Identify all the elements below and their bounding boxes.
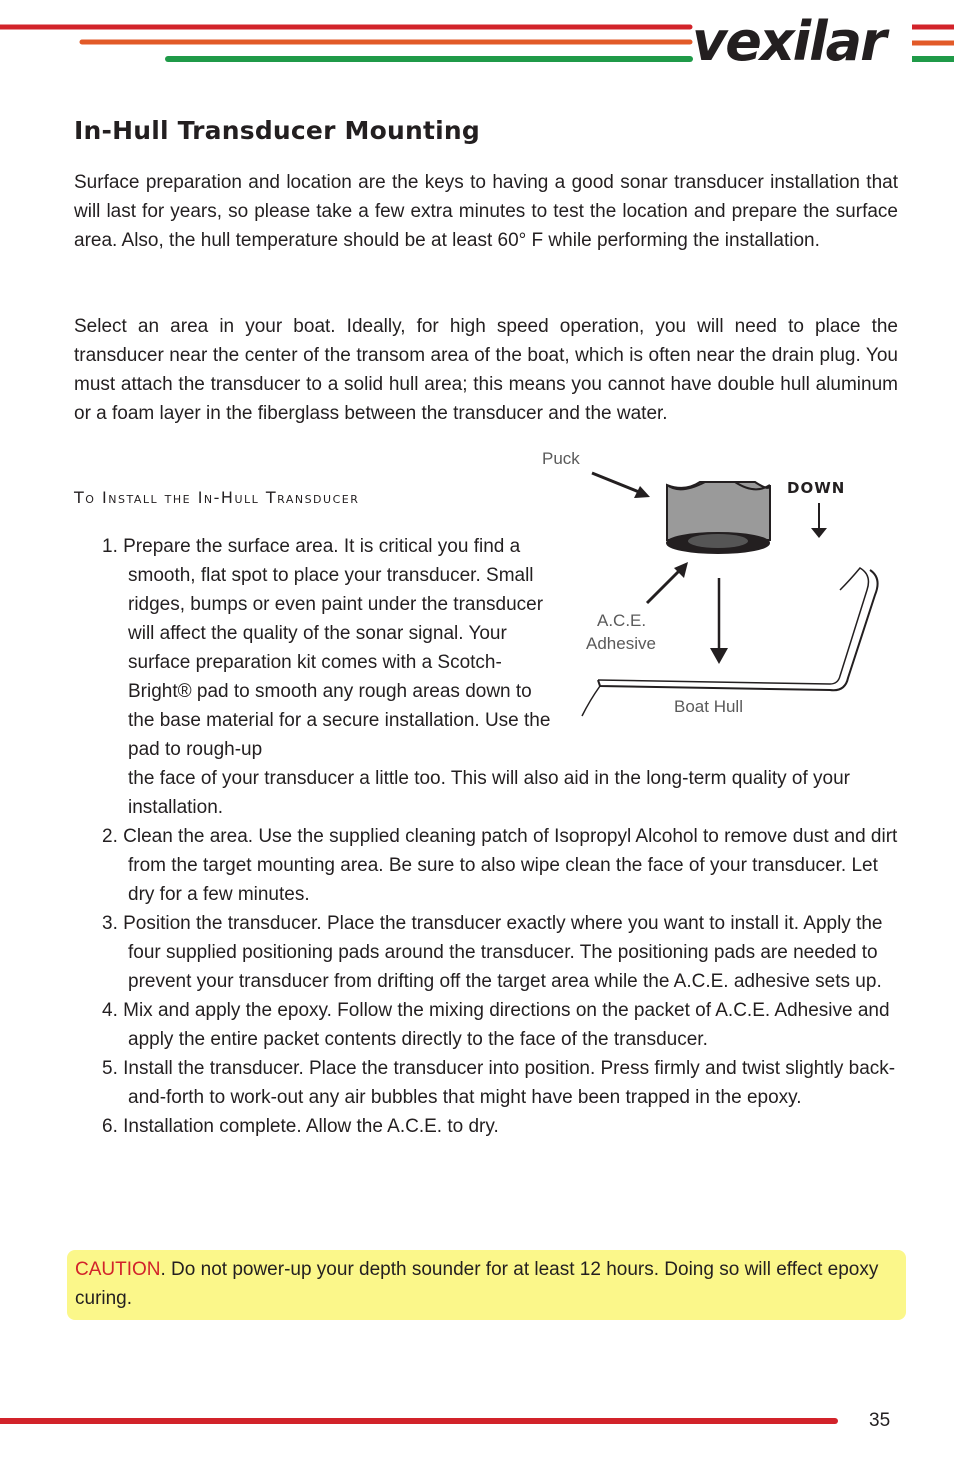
page-number: 35: [869, 1410, 891, 1431]
installation-steps: [102, 532, 902, 1141]
step-2: 2. Clean the area. Use the supplied cleaning patch of Isopropyl Alcohol to remove dust and dirt from the target mounting area. Be sure to also wipe clean the face of your transducer. Let dry for a few minutes.: [102, 826, 898, 905]
page-title: In-Hull Transducer Mounting: [74, 116, 480, 145]
down-label: DOWN: [787, 479, 846, 497]
step-1: 1. Prepare the surface area. It is critical you find a smooth, flat spot to place your transducer. Small ridges, bumps or even paint under the transducer will affect the quality of the sonar signal. Your surface preparation kit comes with a Scotch-Bright® pad to smooth any rough areas down to the base material for a secure installation. Use the pad to rough-up: [102, 536, 551, 760]
puck-label: Puck: [542, 449, 580, 468]
step-6: 6. Installation complete. Allow the A.C.E. to dry.: [102, 1116, 499, 1137]
step-5: 5. Install the transducer. Place the transducer into position. Press firmly and twist slightly back-and-forth to work-out any air bubbles that might have been trapped in the epoxy.: [102, 1058, 896, 1108]
caution-word: CAUTION: [75, 1259, 161, 1280]
step-3: 3. Position the transducer. Place the transducer exactly where you want to install it. Apply the four supplied positioning pads around the transducer. The positioning pads are needed to prevent your transducer from drifting off the target area while the A.C.E. adhesive sets up.: [102, 913, 883, 992]
ace-label: A.C.E.: [597, 611, 647, 630]
puck-arrow-icon: [592, 473, 644, 494]
footer-stripe: [0, 1414, 840, 1428]
caution-box: [67, 1250, 906, 1320]
section-heading: To Install the In-Hull Transducer: [74, 488, 360, 507]
adhesive-label: Adhesive: [586, 634, 656, 653]
step-1-continued: the face of your transducer a little too. This will also aid in the long-term quality of your installation.: [128, 768, 851, 818]
location-paragraph: Select an area in your boat. Ideally, for high speed operation, you will need to place the transducer near the center of the transom area of the boat, which is often near the drain plug. You must attach the transducer to a solid hull area; this means you cannot have double hull aluminum or a foam layer in the fiberglass between the transducer and the water.: [74, 316, 898, 424]
step-4: 4. Mix and apply the epoxy. Follow the mixing directions on the packet of A.C.E. Adhesive and apply the entire packet contents directly to the face of the transducer.: [102, 1000, 890, 1050]
boat-hull-label: Boat Hull: [674, 697, 743, 716]
caution-text: . Do not power-up your depth sounder for at least 12 hours. Doing so will effect epoxy curing.: [75, 1259, 879, 1309]
intro-paragraph: Surface preparation and location are the keys to having a good sonar transducer installation that will last for years, so please take a few extra minutes to test the location and prepare the surface area. Also, the hull temperature should be at least 60° F while performing the installation.: [74, 172, 898, 251]
vexilar-logo: vexilar: [692, 10, 885, 73]
